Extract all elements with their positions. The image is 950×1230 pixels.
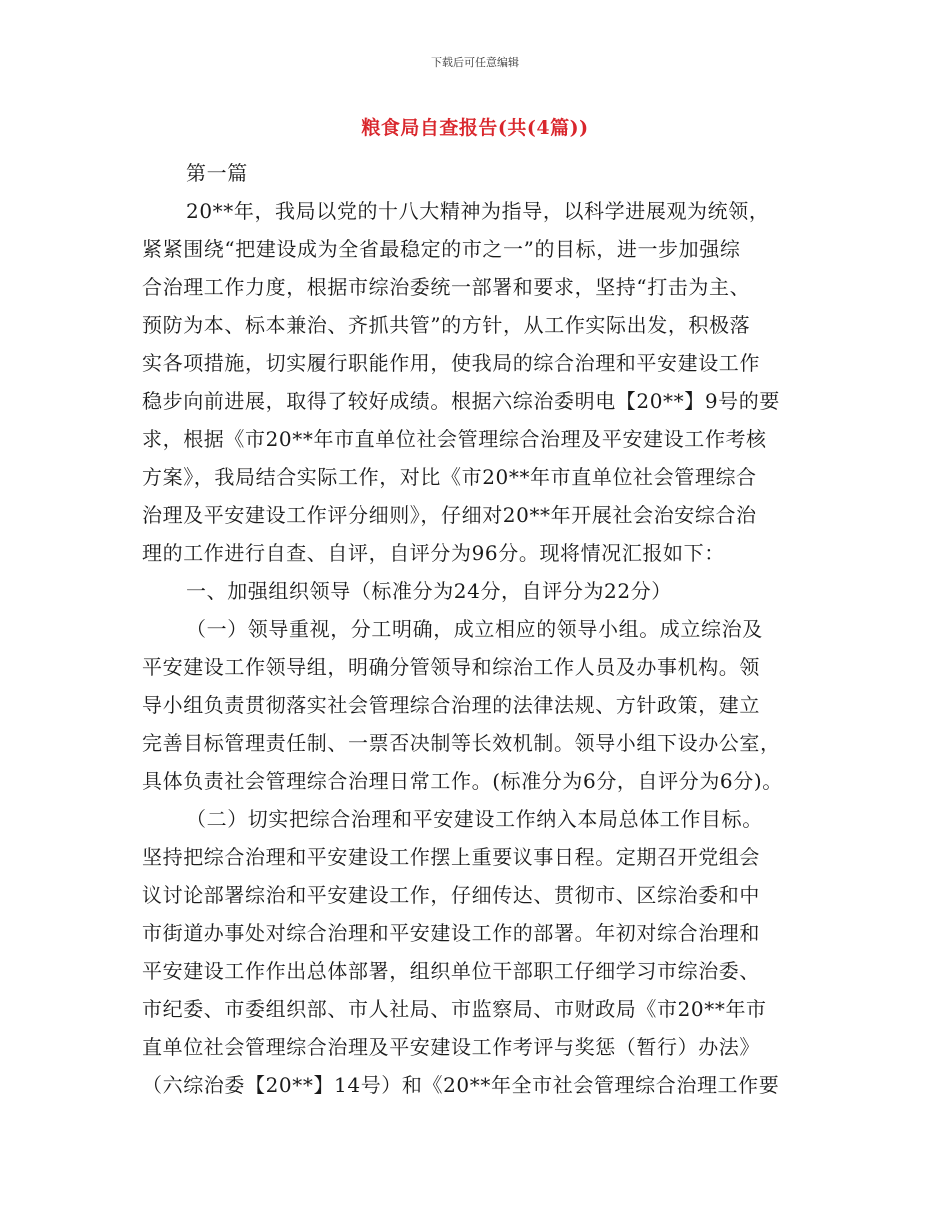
paragraph-line: 稳步向前进展，取得了较好成绩。根据六综治委明电【20**】9号的要 (142, 389, 780, 413)
subsection-heading: 一、加强组织领导（标准分为24分，自评分为22分） (186, 579, 672, 603)
paragraph-line: （二）切实把综合治理和平安建设工作纳入本局总体工作目标。 (186, 807, 763, 831)
paragraph-line: 市街道办事处对综合治理和平安建设工作的部署。年初对综合治理和 (142, 921, 760, 945)
paragraph-line: 平安建设工作作出总体部署，组织单位干部职工仔细学习市综治委、 (142, 959, 760, 983)
paragraph-line: 具体负责社会管理综合治理日常工作。(标准分为6分，自评分为6分)。 (142, 769, 783, 793)
header-note: 下载后可任意编辑 (431, 56, 519, 69)
paragraph-line: 紧紧围绕“把建设成为全省最稳定的市之一”的目标，进一步加强综 (142, 237, 741, 261)
paragraph-line: 预防为本、标本兼治、齐抓共管”的方针，从工作实际出发，积极落 (142, 313, 751, 337)
section-heading: 第一篇 (186, 161, 248, 185)
paragraph-line: 完善目标管理责任制、一票否决制等长效机制。领导小组下设办公室， (142, 731, 781, 755)
paragraph-line: （六综治委【20**】14号）和《20**年全市社会管理综合治理工作要 (142, 1073, 780, 1097)
paragraph-line: 求，根据《市20**年市直单位社会管理综合治理及平安建设工作考核 (142, 427, 767, 451)
paragraph-line: 导小组负责贯彻落实社会管理综合治理的法律法规、方针政策，建立 (142, 693, 760, 717)
document-body (142, 160, 812, 1110)
paragraph-line: 坚持把综合治理和平安建设工作摆上重要议事日程。定期召开党组会 (142, 845, 760, 869)
paragraph-line: （一）领导重视，分工明确，成立相应的领导小组。成立综治及 (186, 617, 763, 641)
paragraph-line: 实各项措施，切实履行职能作用，使我局的综合治理和平安建设工作 (142, 351, 760, 375)
paragraph-line: 直单位社会管理综合治理及平安建设工作考评与奖惩（暂行）办法》 (142, 1035, 760, 1059)
paragraph-line: 平安建设工作领导组，明确分管领导和综治工作人员及办事机构。领 (142, 655, 760, 679)
paragraph-line: 方案》，我局结合实际工作，对比《市20**年市直单位社会管理综合 (142, 465, 757, 489)
paragraph-line: 理的工作进行自查、自评，自评分为96分。现将情况汇报如下： (142, 541, 725, 565)
paragraph-line: 合治理工作力度，根据市综治委统一部署和要求，坚持“打击为主、 (142, 275, 751, 299)
paragraph-line: 议讨论部署综治和平安建设工作，仔细传达、贯彻市、区综治委和中 (142, 883, 760, 907)
paragraph-line: 治理及平安建设工作评分细则》，仔细对20**年开展社会治安综合治 (142, 503, 757, 527)
document-title: 粮食局自查报告(共(4篇)) (361, 117, 589, 139)
paragraph-line: 市纪委、市委组织部、市人社局、市监察局、市财政局《市20**年市 (142, 997, 767, 1021)
paragraph-line: 20**年，我局以党的十八大精神为指导，以科学进展观为统领， (186, 199, 770, 223)
